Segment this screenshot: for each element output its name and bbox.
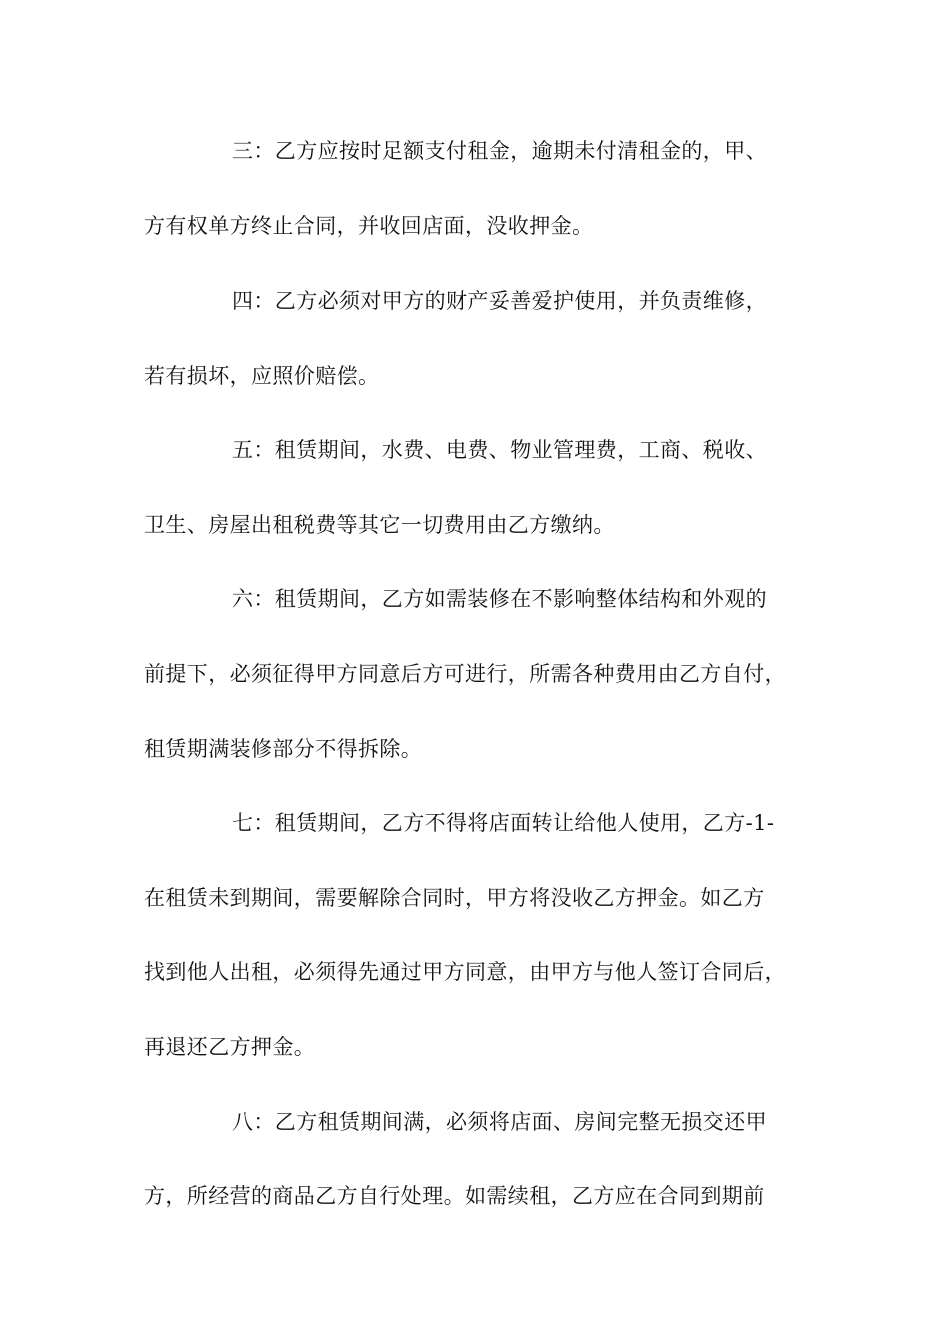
clause-5-line-2: 卫生、房屋出租税费等其它一切费用由乙方缴纳。 [144, 513, 615, 537]
clause-7-line-1: 七：租赁期间，乙方不得将店面转让给他人使用，乙方-1- [232, 811, 775, 835]
clause-3-line-2: 方有权单方终止合同，并收回店面，没收押金。 [144, 214, 594, 238]
clause-7-line-4: 再退还乙方押金。 [144, 1035, 316, 1059]
clause-4-line-2: 若有损坏，应照价赔偿。 [144, 364, 380, 388]
clause-6-line-1: 六：租赁期间，乙方如需装修在不影响整体结构和外观的 [232, 587, 767, 611]
clause-5-line-1: 五：租赁期间，水费、电费、物业管理费，工商、税收、 [232, 438, 767, 462]
clause-8-line-1: 八：乙方租赁期间满，必须将店面、房间完整无损交还甲 [232, 1110, 767, 1134]
clause-7-line-3: 找到他人出租，必须得先通过甲方同意，由甲方与他人签订合同后， [144, 960, 786, 984]
clause-3-line-1: 三：乙方应按时足额支付租金，逾期未付清租金的，甲、 [232, 139, 767, 163]
clause-4-line-1: 四：乙方必须对甲方的财产妥善爱护使用，并负责维修， [232, 289, 767, 313]
clause-7-line-2: 在租赁未到期间，需要解除合同时，甲方将没收乙方押金。如乙方 [144, 886, 765, 910]
clause-6-line-3: 租赁期满装修部分不得拆除。 [144, 737, 423, 761]
clause-8-line-2: 方，所经营的商品乙方自行处理。如需续租，乙方应在合同到期前 [144, 1184, 765, 1208]
clause-6-line-2: 前提下，必须征得甲方同意后方可进行，所需各种费用由乙方自付， [144, 662, 786, 686]
